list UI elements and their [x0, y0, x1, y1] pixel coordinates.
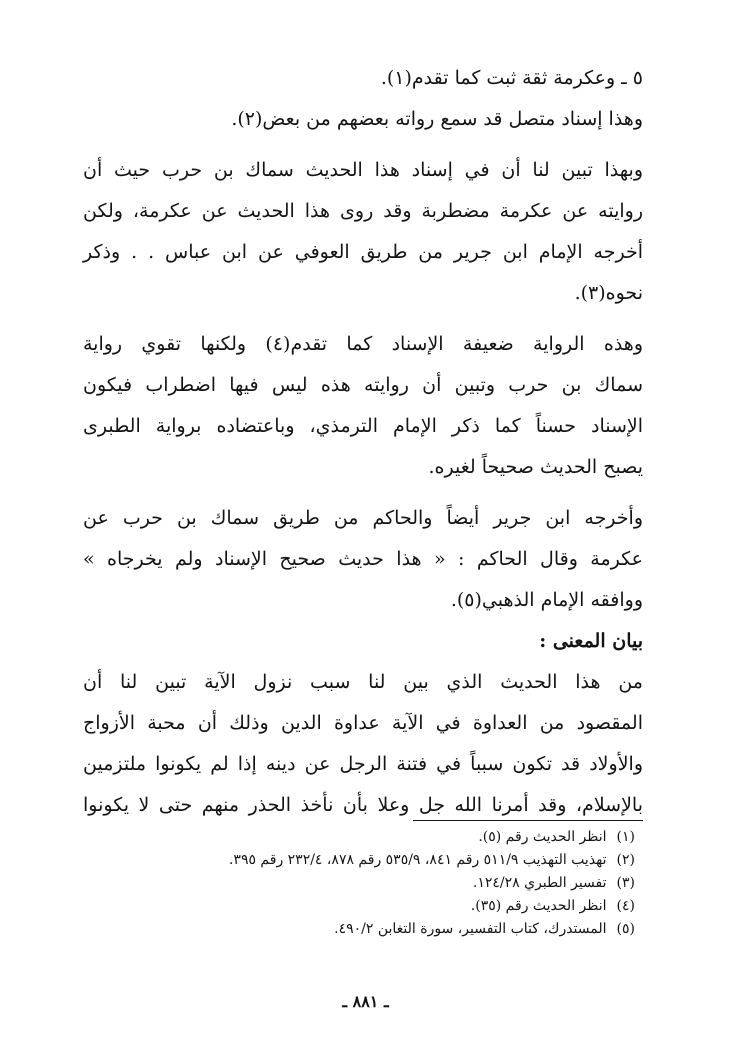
footnotes: [75, 826, 635, 941]
body-line: ٥ ـ وعكرمة ثقة ثبت كما تقدم(١).: [380, 67, 643, 89]
body-line: وهذا إسناد متصل قد سمع رواته بعضهم من بعض(٢).: [231, 108, 643, 130]
footnote-number: (٤): [616, 898, 635, 914]
footnote: [75, 826, 635, 849]
body-line: روايته عن عكرمة مضطربة وقد روى هذا الحديث عن عكرمة، ولكن: [83, 200, 643, 222]
page-number: ـ ٨٨١ ـ: [342, 992, 389, 1011]
body-line: والأولاد قد تكون سبباً في فتنة الرجل عن دينه إذا لم يكونوا ملتزمين: [83, 753, 643, 775]
footnote-divider: [413, 820, 643, 821]
body-line: ووافقه الإمام الذهبي(٥).: [450, 589, 643, 611]
footnote-text: تهذيب التهذيب ٥١١/٩ رقم ٨٤١، ٥٣٥/٩ رقم ٨٧٨، ٢٣٢/٤ رقم ٣٩٥.: [228, 852, 607, 868]
body-line: وهذه الرواية ضعيفة الإسناد كما تقدم(٤) ولكنها تقوي رواية: [83, 333, 643, 355]
footnote: [75, 895, 635, 918]
footnote-number: (٢): [616, 852, 635, 868]
footnote-number: (٥): [616, 921, 635, 937]
body-line: الإسناد حسناً كما ذكر الإمام الترمذي، وباعتضاده برواية الطبرى: [83, 415, 643, 437]
body-line: من هذا الحديث الذي بين لنا سبب نزول الآية تبين لنا أن: [83, 671, 643, 693]
main-text: [83, 58, 643, 826]
footnote-text: انظر الحديث رقم (٥).: [478, 829, 607, 845]
body-line: وبهذا تبين لنا أن في إسناد هذا الحديث سماك بن حرب حيث أن: [83, 159, 643, 181]
footnote: [75, 918, 635, 941]
footnote-text: انظر الحديث رقم (٣٥).: [470, 898, 607, 914]
body-line: بالإسلام، وقد أمرنا الله جل وعلا بأن نأخذ الحذر منهم حتى لا يكونوا: [83, 794, 643, 816]
body-line: أخرجه الإمام ابن جرير من طريق العوفي عن ابن عباس . . وذكر: [83, 241, 643, 263]
footnote-text: تفسير الطبري ١٢٤/٢٨.: [472, 875, 607, 891]
body-line: وأخرجه ابن جرير أيضاً والحاكم من طريق سماك بن حرب عن: [83, 507, 643, 529]
body-line: سماك بن حرب وتبين أن روايته هذه ليس فيها اضطراب فيكون: [83, 374, 643, 396]
body-line: عكرمة وقال الحاكم : « هذا حديث صحيح الإسناد ولم يخرجاه »: [83, 548, 643, 570]
footnote-number: (١): [616, 829, 635, 845]
body-line: يصبح الحديث صحيحاً لغيره.: [428, 456, 643, 478]
footnote-number: (٣): [616, 875, 635, 891]
body-line: المقصود من العداوة في الآية عداوة الدين وذلك أن محبة الأزواج: [83, 712, 643, 734]
body-line: نحوه(٣).: [574, 282, 643, 304]
section-heading: بيان المعنى :: [539, 630, 643, 652]
footnote-text: المستدرك، كتاب التفسير، سورة التغابن ٤٩٠/٢.: [334, 921, 607, 937]
footnote: [75, 849, 635, 872]
footnote: [75, 872, 635, 895]
